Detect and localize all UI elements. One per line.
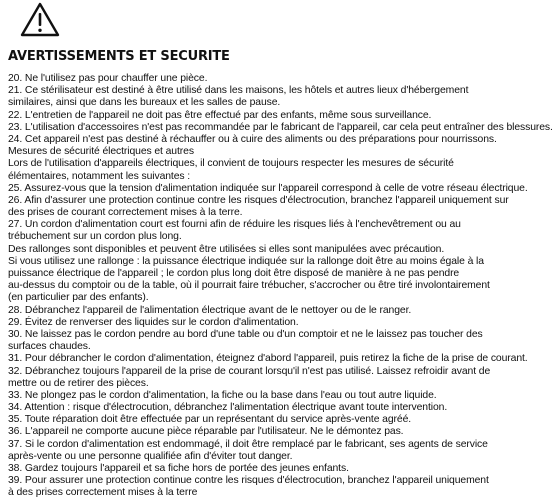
warnings-text <box>8 73 553 500</box>
text-line: 24. Cet appareil n'est pas destiné à réchauffer ou à cuire des aliments ou des préparations pour nourrissons. <box>8 133 497 145</box>
text-line: 22. L'entretien de l'appareil ne doit pas être effectué par des enfants, même sous surveillance. <box>8 109 432 121</box>
text-line: mettre ou de retirer des pièces. <box>8 377 149 389</box>
text-line: 37. Si le cordon d'alimentation est endommagé, il doit être remplacé par le fabricant, ses agents de service <box>8 438 488 450</box>
text-line: surfaces chaudes. <box>8 341 91 353</box>
section-heading: AVERTISSEMENTS ET SECURITE <box>8 49 230 64</box>
text-line: 34. Attention : risque d'électrocution, débranchez l'alimentation électrique avant toute intervention. <box>8 402 448 414</box>
text-line: 36. L'appareil ne comporte aucune pièce réparable par l'utilisateur. Ne le démontez pas. <box>8 426 404 438</box>
text-line: à des prises correctement mises à la terre <box>8 487 198 499</box>
text-line: 23. L'utilisation d'accessoires n'est pas recommandée par le fabricant de l'appareil, car cela peut entraîner des blessures. <box>8 121 553 133</box>
text-line: similaires, ainsi que dans les bureaux et les salles de pause. <box>8 97 281 109</box>
text-line: élémentaires, notamment les suivantes : <box>8 170 191 182</box>
text-line: 21. Ce stérilisateur est destiné à être utilisé dans les maisons, les hôtels et autres lieux d'hébergement <box>8 85 469 97</box>
text-line: Si vous utilisez une rallonge : la puissance électrique indiquée sur la rallonge doit être au moins égale à la <box>8 255 484 267</box>
text-line: au-dessus du comptoir ou de la table, où il pourrait faire trébucher, s'accrocher ou être tiré involontairement <box>8 280 490 292</box>
text-line: 33. Ne plongez pas le cordon d'alimentation, la fiche ou la base dans l'eau ou tout autre liquide. <box>8 389 437 401</box>
text-line: 26. Afin d'assurer une protection continue contre les risques d'électrocution, branchez l'appareil uniquement sur <box>8 194 509 206</box>
text-line: 30. Ne laissez pas le cordon pendre au bord d'une table ou d'un comptoir et ne le laissez pas toucher des <box>8 328 483 340</box>
text-line: 28. Débranchez l'appareil de l'alimentation électrique avant de le nettoyer ou de le ranger. <box>8 304 412 316</box>
text-line: 31. Pour débrancher le cordon d'alimentation, éteignez d'abord l'appareil, puis retirez la fiche de la prise de courant. <box>8 353 528 365</box>
text-line: 38. Gardez toujours l'appareil et sa fiche hors de portée des jeunes enfants. <box>8 463 349 474</box>
text-line: (en particulier par des enfants). <box>8 292 149 304</box>
text-line: Lors de l'utilisation d'appareils électriques, il convient de toujours respecter les mesures de sécurité <box>8 158 454 170</box>
text-line: Mesures de sécurité électriques et autres <box>8 146 194 158</box>
text-line: 32. Débranchez toujours l'appareil de la prise de courant lorsqu'il n'est pas utilisé. Laissez refroidir avant de <box>8 365 491 377</box>
text-line: trébuchement sur un cordon plus long. <box>8 231 182 243</box>
text-line: 27. Un cordon d'alimentation court est fourni afin de réduire les risques liés à l'enchevêtrement ou au <box>8 219 461 231</box>
text-line: Des rallonges sont disponibles et peuvent être utilisées si elles sont manipulées avec précaution. <box>8 243 445 255</box>
text-line: 29. Évitez de renverser des liquides sur le cordon d'alimentation. <box>8 316 299 328</box>
text-line: après-vente ou une personne qualifiée afin d'éviter tout danger. <box>8 450 293 462</box>
text-line: puissance électrique de l'appareil ; le cordon plus long doit être disposé de manière à ne pas pendre <box>8 268 460 279</box>
text-line: 25. Assurez-vous que la tension d'alimentation indiquée sur l'appareil correspond à celle de votre réseau électrique. <box>8 182 528 194</box>
text-line: des prises de courant correctement mises à la terre. <box>8 207 243 219</box>
text-line: 35. Toute réparation doit être effectuée par un représentant du service après-vente agréé. <box>8 414 412 426</box>
text-line: 39. Pour assurer une protection continue contre les risques d'électrocution, branchez l'appareil uniquement <box>8 475 489 487</box>
warning-triangle-icon <box>20 2 60 37</box>
text-line: 20. Ne l'utilisez pas pour chauffer une pièce. <box>8 73 208 84</box>
